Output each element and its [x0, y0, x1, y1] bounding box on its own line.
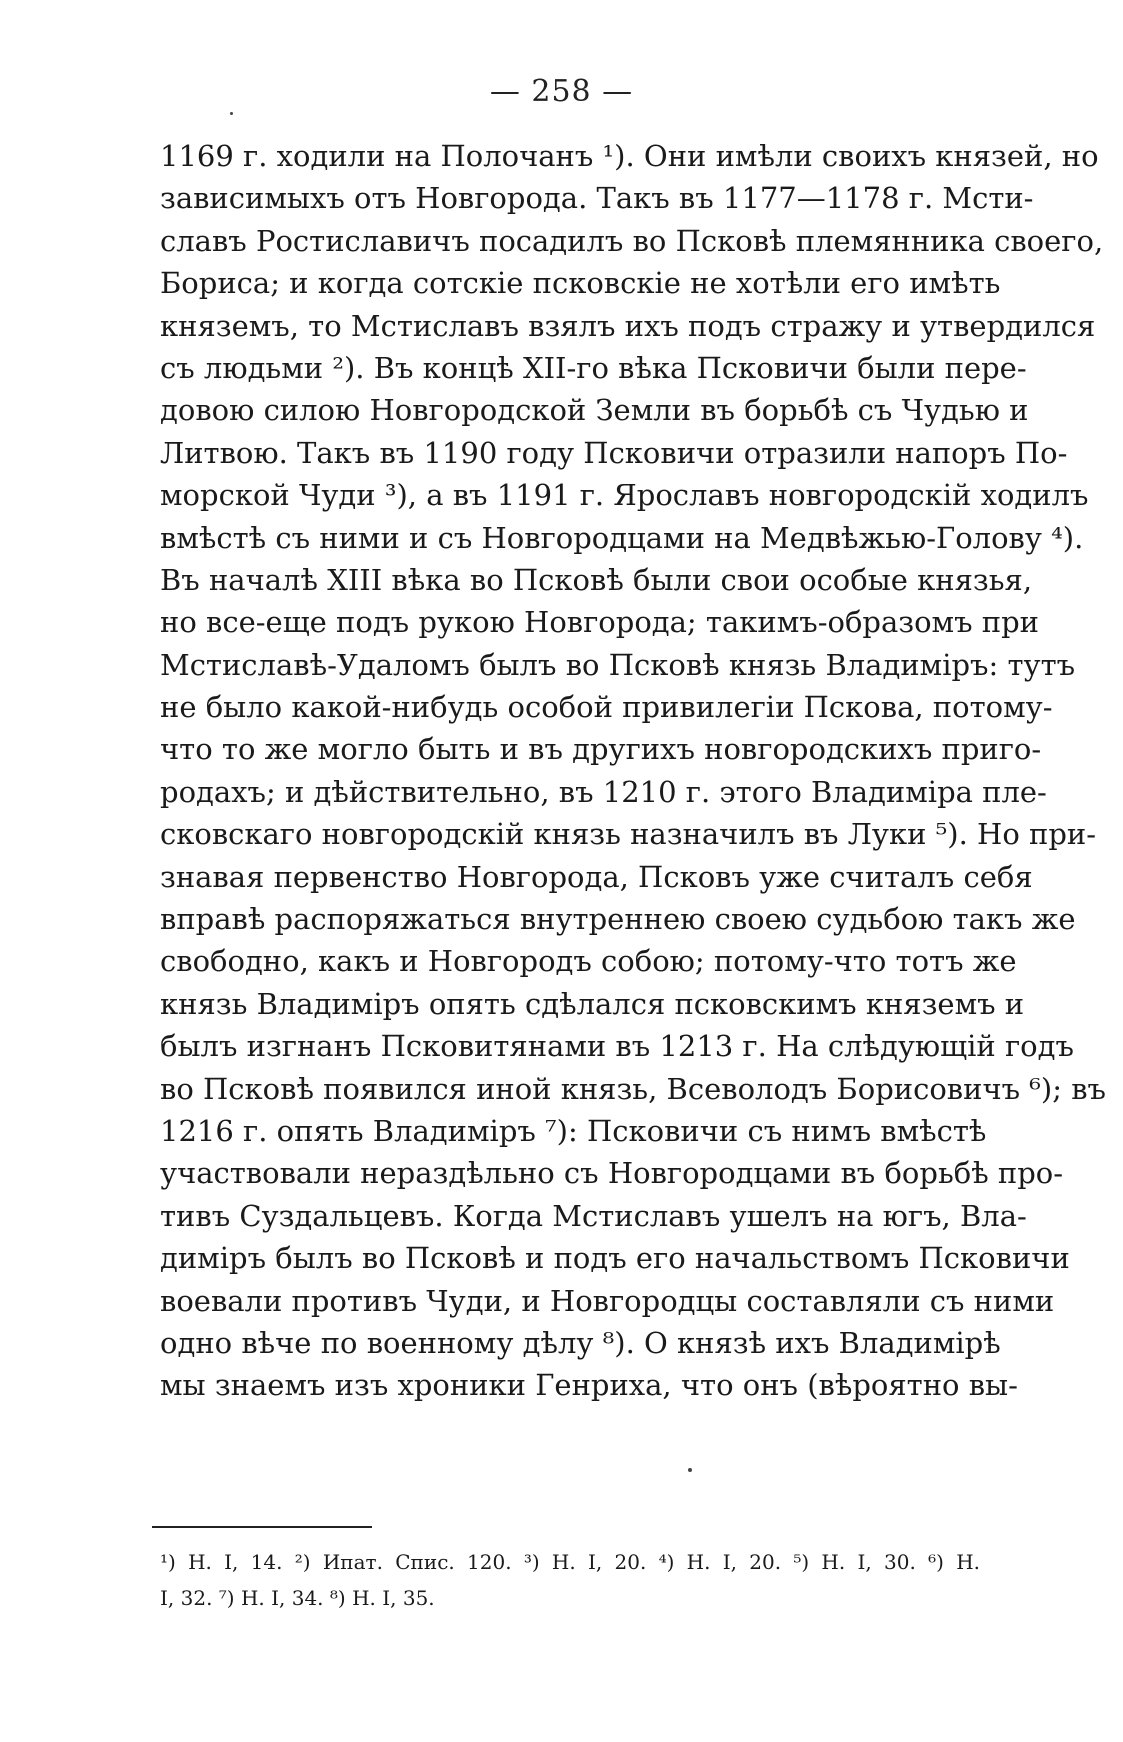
text-line: тивъ Суздальцевъ. Когда Мстиславъ ушелъ на югъ, Вла-	[160, 1198, 1027, 1233]
text-line: вмѣстѣ съ ними и съ Новгородцами на Медвѣжью-Голову ⁴).	[160, 520, 1084, 555]
text-line: князь Владиміръ опять сдѣлался псковскимъ княземъ и	[160, 986, 1025, 1021]
text-line: вправѣ распоряжаться внутреннею своею судьбою такъ же	[160, 902, 1076, 937]
text-line: знавая первенство Новгорода, Псковъ уже считалъ себя	[160, 859, 1033, 894]
text-line: славъ Ростиславичъ посадилъ во Псковѣ племянника своего,	[160, 223, 1104, 258]
text-line: но все-еще подъ рукою Новгорода; такимъ-образомъ при	[160, 605, 1040, 640]
text-line: сковскаго новгородскій князь назначилъ въ Луки ⁵). Но при-	[160, 817, 1097, 852]
text-line: мы знаемъ изъ хроники Генриха, что онъ (вѣроятно вы-	[160, 1368, 1018, 1403]
text-line: Литвою. Такъ въ 1190 году Псковичи отразили напоръ По-	[160, 435, 1068, 470]
text-line: диміръ былъ во Псковѣ и подъ его начальствомъ Псковичи	[160, 1241, 1070, 1276]
text-line: морской Чуди ³), а въ 1191 г. Ярославъ новгородскій ходилъ	[160, 478, 1089, 513]
footnote-line: I, 32. ⁷) Н. I, 34. ⁸) Н. I, 35.	[160, 1586, 435, 1610]
text-line: зависимыхъ отъ Новгорода. Такъ въ 1177—1178 г. Мсти-	[160, 181, 1034, 216]
text-line: Въ началѣ XIII вѣка во Псковѣ были свои особые князья,	[160, 562, 1033, 597]
text-line: не было какой-нибудь особой привилегіи Пскова, потому-	[160, 690, 1053, 725]
text-line: Мстиславѣ-Удаломъ былъ во Псковѣ князь Владиміръ: тутъ	[160, 647, 1076, 682]
text-line: съ людьми ²). Въ концѣ XII-го вѣка Псковичи были пере-	[160, 350, 1027, 385]
text-line: 1216 г. опять Владиміръ ⁷): Псковичи съ нимъ вмѣстѣ	[160, 1113, 987, 1148]
text-line: свободно, какъ и Новгородъ собою; потому-что тотъ же	[160, 944, 1017, 979]
text-line: участвовали нераздѣльно съ Новгородцами въ борьбѣ про-	[160, 1156, 1064, 1191]
text-line: Бориса; и когда сотскіе псковскіе не хотѣли его имѣть	[160, 266, 1001, 301]
text-line: 1169 г. ходили на Полочанъ ¹). Они имѣли своихъ князей, но	[160, 139, 1099, 173]
text-line: былъ изгнанъ Псковитянами въ 1213 г. На слѣдующій годъ	[160, 1029, 1074, 1064]
footnote-divider	[152, 1526, 372, 1528]
footnotes	[160, 1544, 980, 1616]
text-line: родахъ; и дѣйствительно, въ 1210 г. этого Владиміра пле-	[160, 774, 1047, 809]
text-line: довою силою Новгородской Земли въ борьбѣ съ Чудью и	[160, 393, 1029, 428]
text-line: воевали противъ Чуди, и Новгородцы составляли съ ними	[160, 1283, 1055, 1318]
stray-mark	[688, 1468, 692, 1472]
stray-mark	[230, 112, 233, 115]
text-line: что то же могло быть и въ другихъ новгородскихъ приго-	[160, 732, 1042, 767]
text-line: одно вѣче по военному дѣлу ⁸). О князѣ ихъ Владимірѣ	[160, 1325, 1001, 1360]
page-number: — 258 —	[489, 74, 634, 109]
body-text	[160, 135, 1106, 1407]
footnote-line: ¹) Н. I, 14. ²) Ипат. Спис. 120. ³) Н. I, 20. ⁴) Н. I, 20. ⁵) Н. I, 30. ⁶) Н.	[160, 1550, 980, 1574]
text-line: княземъ, то Мстиславъ взялъ ихъ подъ стражу и утвердился	[160, 308, 1096, 343]
text-line: во Псковѣ появился иной князь, Всеволодъ Борисовичъ ⁶); въ	[160, 1071, 1106, 1106]
